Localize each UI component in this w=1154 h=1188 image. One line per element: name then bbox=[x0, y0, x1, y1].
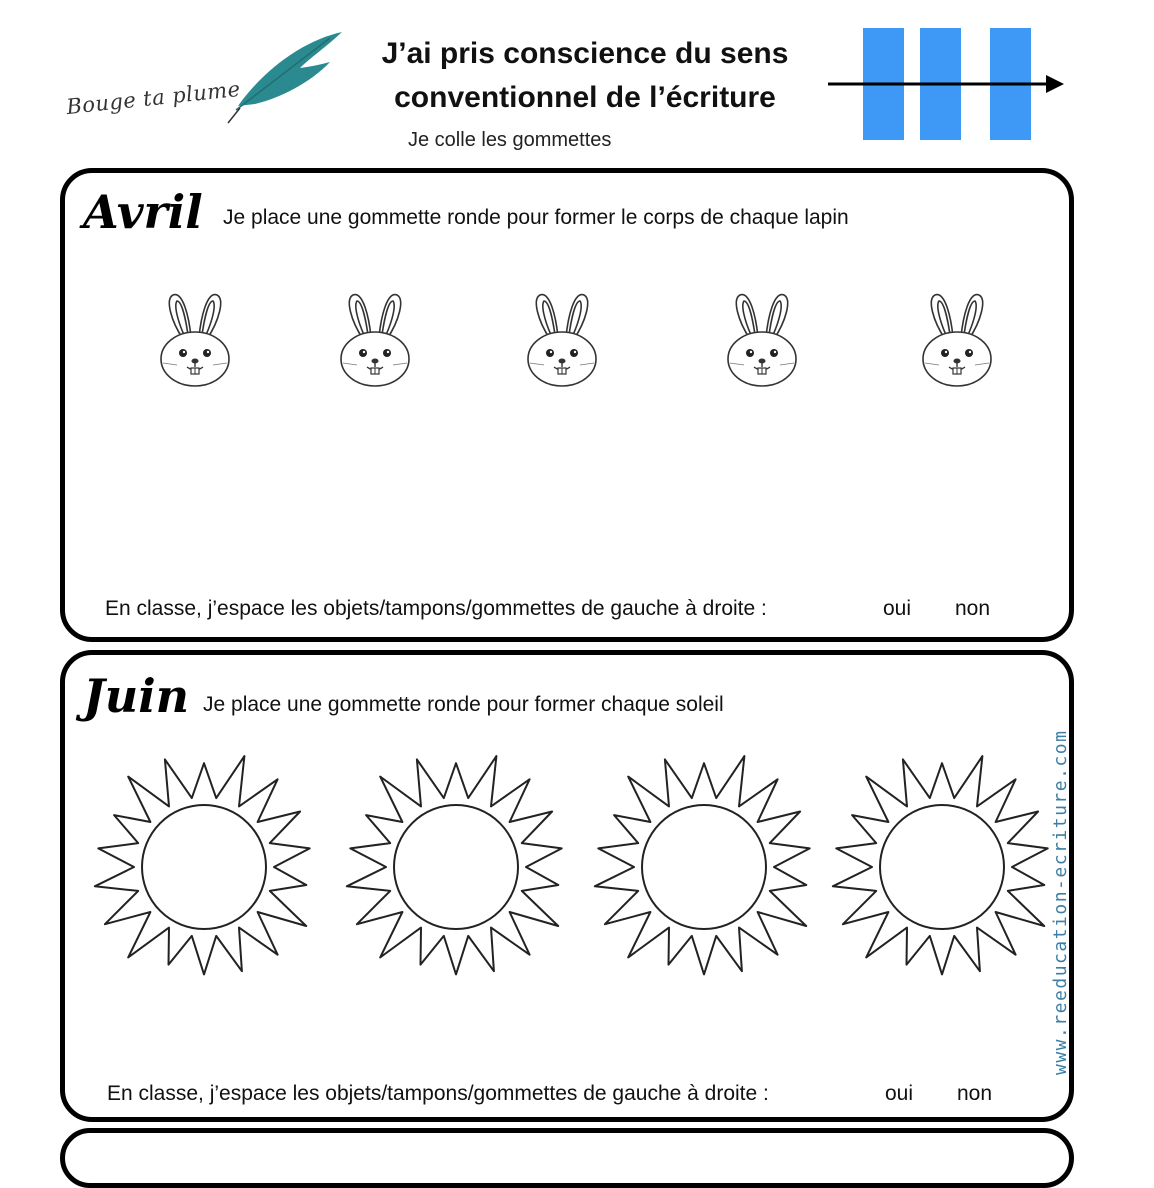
month-label: Avril bbox=[83, 185, 203, 239]
answer-no[interactable]: non bbox=[957, 1082, 993, 1105]
sun-outline-icon bbox=[587, 747, 821, 987]
rabbit-head-icon bbox=[720, 291, 804, 391]
rabbit-head-icon bbox=[520, 291, 604, 391]
footer-question: En classe, j’espace les objets/tampons/gommettes de gauche à droite : bbox=[107, 1082, 769, 1105]
answer-yes[interactable]: oui bbox=[883, 597, 912, 620]
instruction: Je place une gommette ronde pour former chaque soleil bbox=[203, 693, 724, 716]
month-label: Juin bbox=[83, 669, 190, 723]
instruction: Je place une gommette ronde pour former le corps de chaque lapin bbox=[223, 206, 849, 229]
section-april bbox=[60, 168, 1074, 642]
left-to-right-bars-icon bbox=[820, 26, 1080, 146]
section-june bbox=[60, 650, 1074, 1122]
answer-yes[interactable]: oui bbox=[885, 1082, 914, 1105]
sun-outline-icon bbox=[339, 747, 573, 987]
title-line-1: J’ai pris conscience du sens bbox=[381, 37, 789, 70]
arrow-right-icon bbox=[1046, 75, 1064, 93]
page-title bbox=[300, 32, 870, 120]
answer-no[interactable]: non bbox=[955, 597, 991, 620]
rabbit-head-icon bbox=[333, 291, 417, 391]
footer-question: En classe, j’espace les objets/tampons/gommettes de gauche à droite : bbox=[105, 597, 767, 620]
page-subtitle: Je colle les gommettes bbox=[408, 129, 612, 151]
sun-outline-icon bbox=[87, 747, 321, 987]
rabbit-head-icon bbox=[153, 291, 237, 391]
logo-text: Bouge ta plume bbox=[65, 76, 242, 120]
rabbit-head-icon bbox=[915, 291, 999, 391]
watermark: www.reeducation-ecriture.com bbox=[1050, 729, 1071, 1075]
title-line-2: conventionnel de l’écriture bbox=[394, 81, 776, 114]
section-next bbox=[60, 1128, 1074, 1188]
sun-outline-icon bbox=[825, 747, 1059, 987]
